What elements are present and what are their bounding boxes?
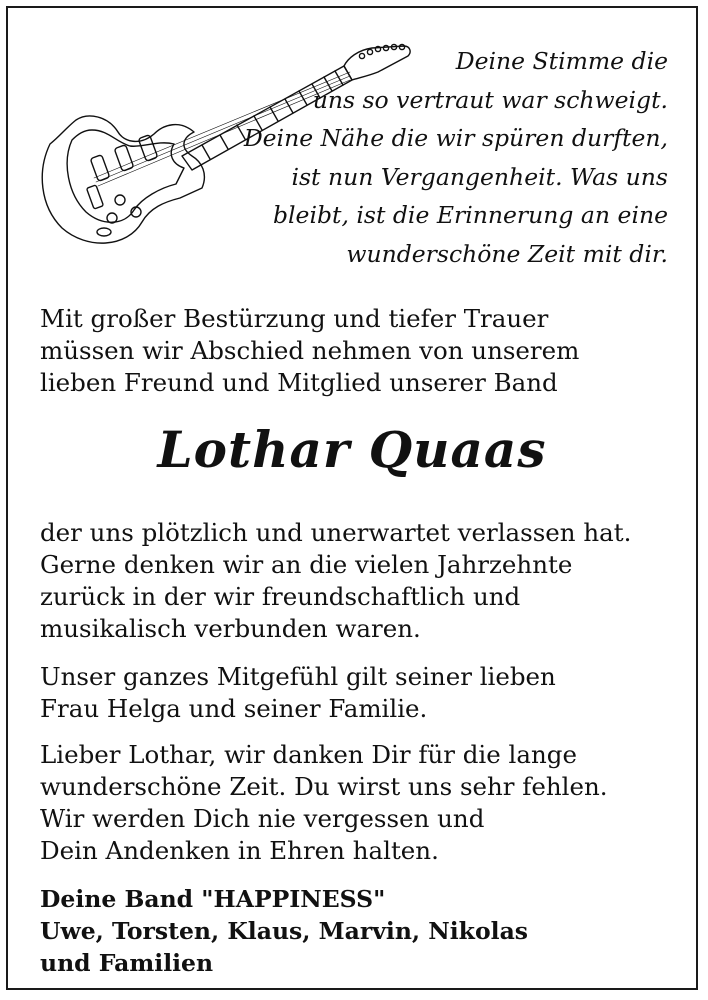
text-line: zurück in der wir freundschaftlich und — [40, 582, 521, 611]
obituary-notice — [6, 6, 698, 990]
text-line: Frau Helga und seiner Familie. — [40, 694, 428, 723]
poem-line: Deine Nähe die wir spüren durften, — [243, 124, 668, 152]
intro-paragraph — [40, 303, 579, 399]
deceased-name: Lothar Quaas — [157, 420, 547, 479]
text-line: musikalisch verbunden waren. — [40, 614, 421, 643]
paragraph-farewell — [40, 739, 608, 867]
poem-line: bleibt, ist die Erinnerung an eine — [272, 201, 668, 229]
text-line: Wir werden Dich nie vergessen und — [40, 804, 485, 833]
text-line: Lieber Lothar, wir danken Dir für die lange — [40, 740, 577, 769]
poem-quote — [228, 42, 668, 273]
text-line: wunderschöne Zeit. Du wirst uns sehr fehlen. — [40, 772, 608, 801]
signature-line: und Familien — [40, 949, 214, 977]
text-line: Unser ganzes Mitgefühl gilt seiner lieben — [40, 662, 556, 691]
text-line: Gerne denken wir an die vielen Jahrzehnte — [40, 550, 573, 579]
text-line: Dein Andenken in Ehren halten. — [40, 836, 439, 865]
text-line: lieben Freund und Mitglied unserer Band — [40, 368, 558, 397]
text-line: müssen wir Abschied nehmen von unserem — [40, 336, 580, 365]
signature-line: Uwe, Torsten, Klaus, Marvin, Nikolas — [40, 917, 529, 945]
poem-line: Deine Stimme die — [455, 47, 668, 75]
text-line: der uns plötzlich und unerwartet verlassen hat. — [40, 518, 632, 547]
paragraph-departure — [40, 517, 631, 645]
text-line: Mit großer Bestürzung und tiefer Trauer — [40, 304, 549, 333]
poem-line: uns so vertraut war schweigt. — [312, 85, 668, 114]
poem-line: wunderschöne Zeit mit dir. — [346, 239, 668, 268]
signature-block — [40, 883, 528, 979]
poem-line: ist nun Vergangenheit. Was uns — [291, 162, 668, 191]
signature-line: Deine Band "HAPPINESS" — [40, 885, 386, 913]
paragraph-condolence — [40, 661, 556, 725]
